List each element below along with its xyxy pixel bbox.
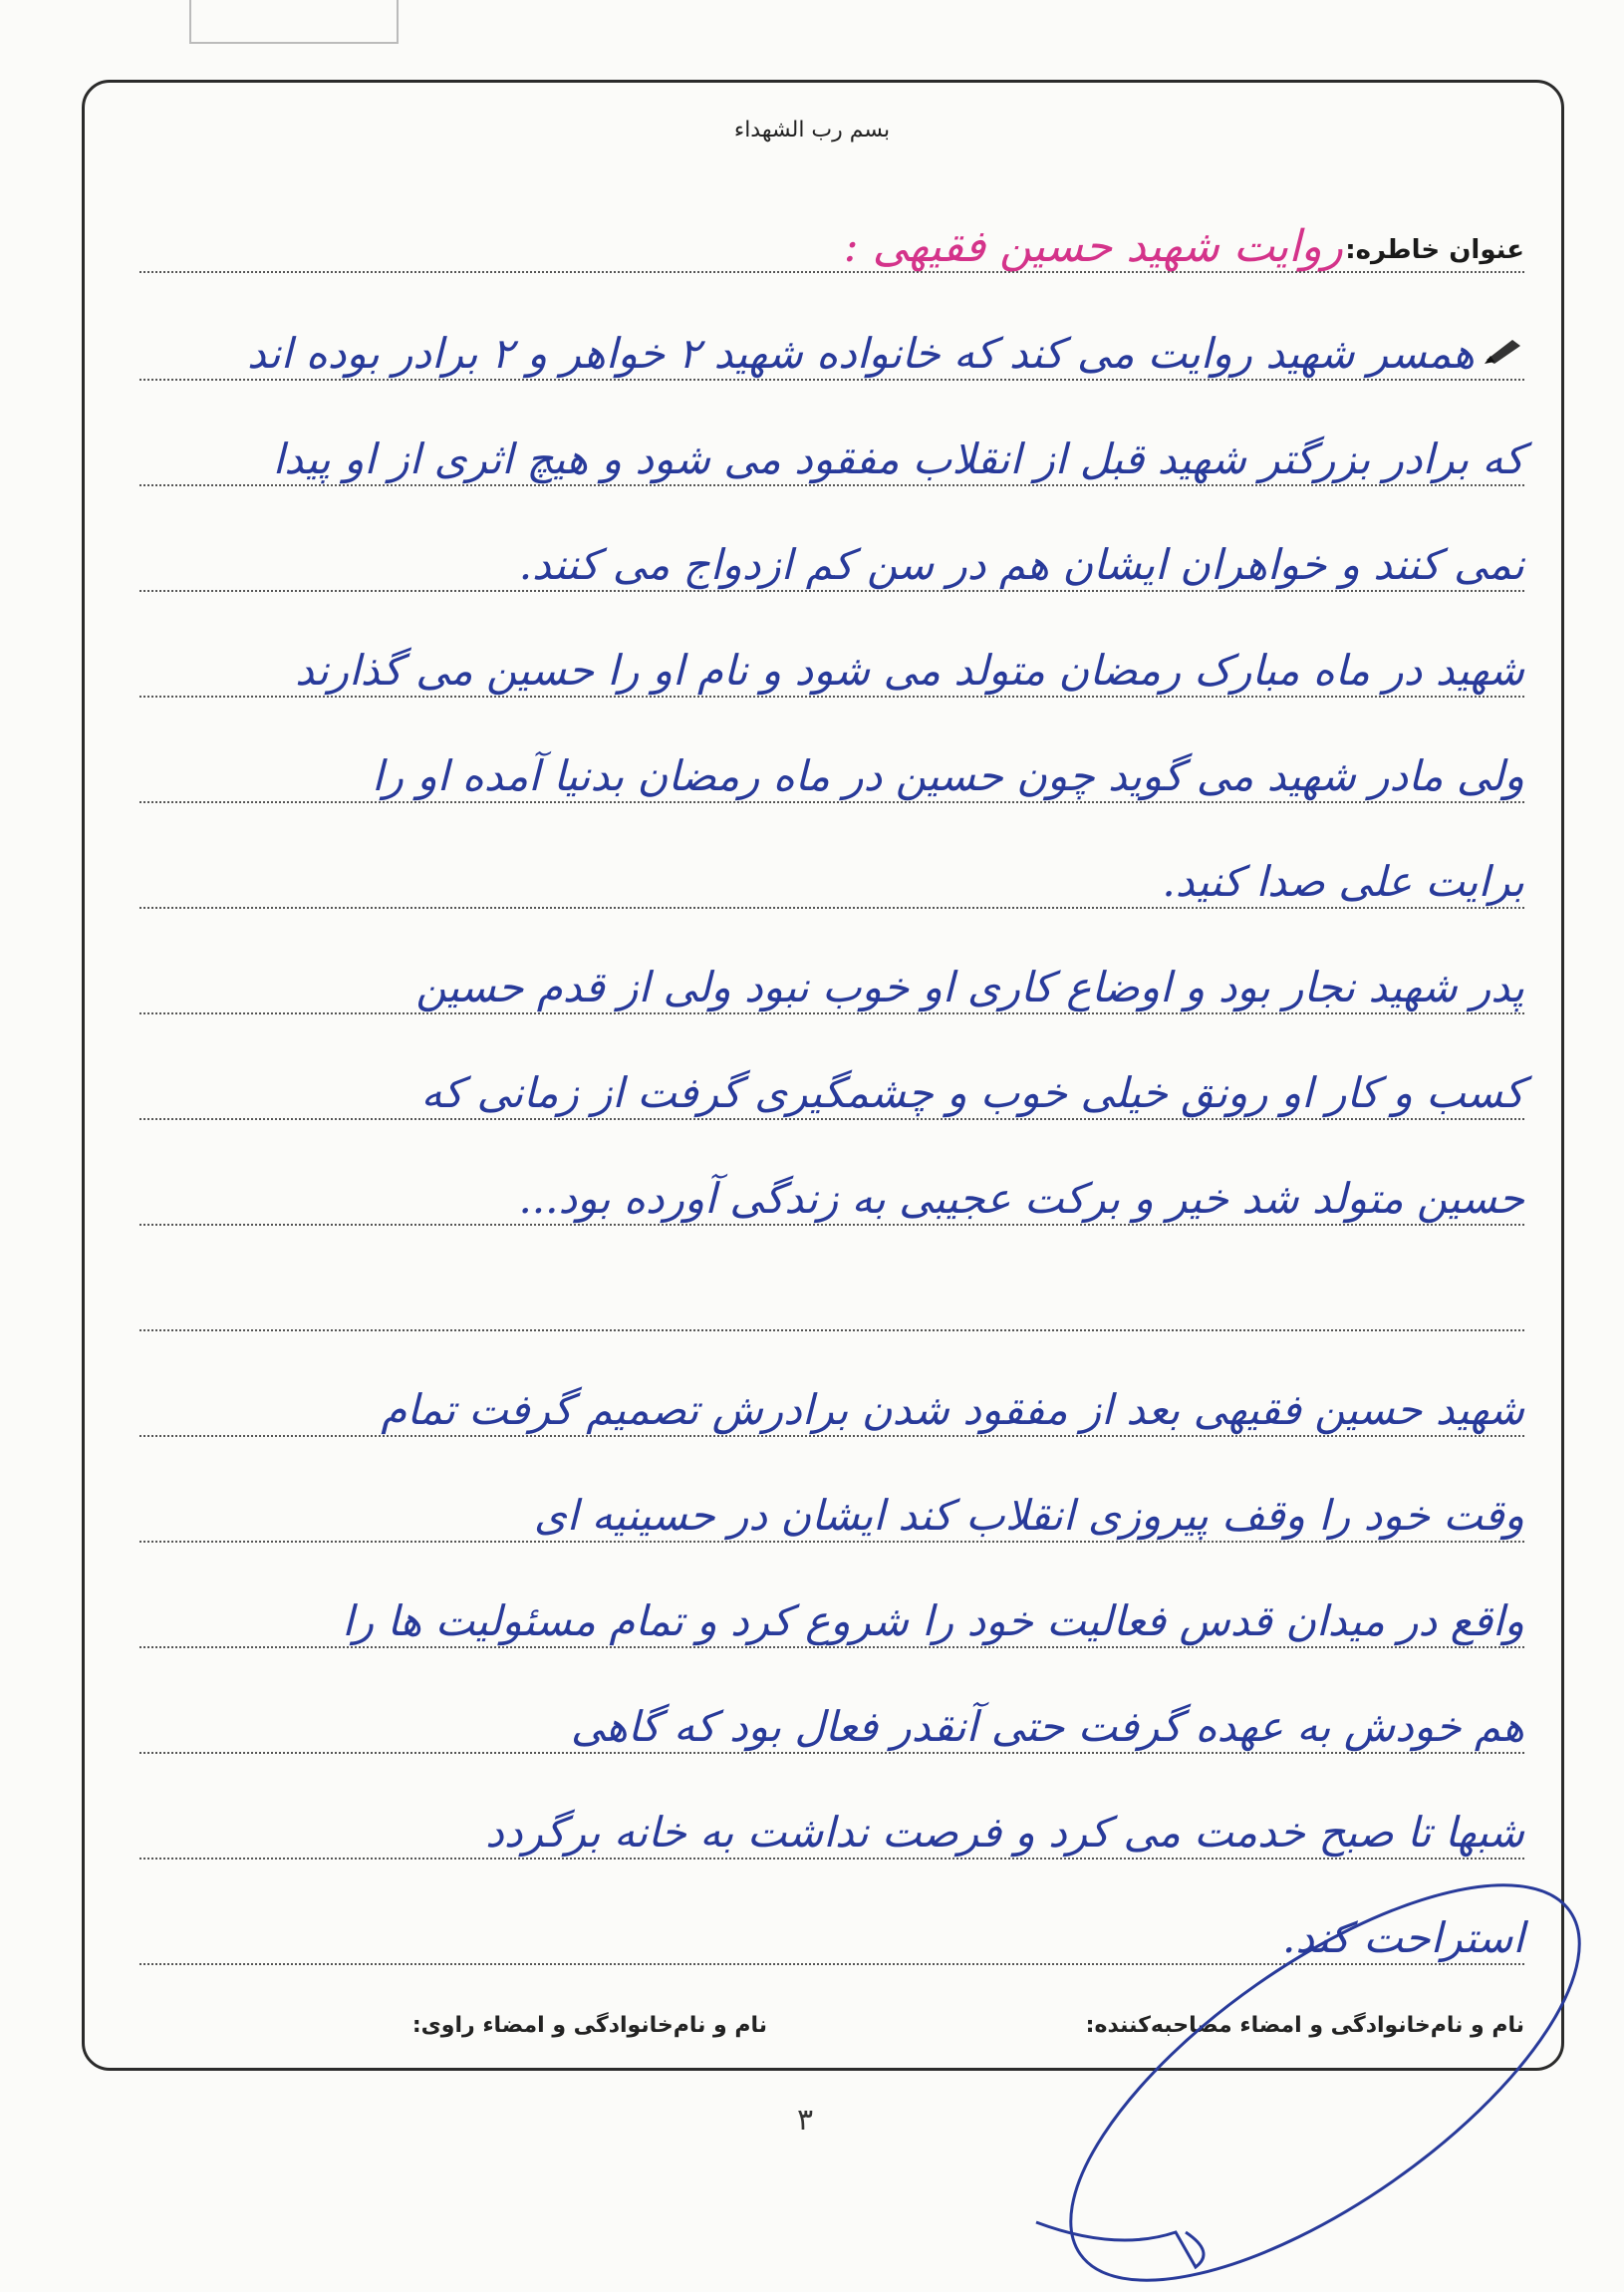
- handwritten-line: وقت خود را وقف پیروزی انقلاب کند ایشان در حسینیه ای: [533, 1491, 1524, 1540]
- page-number: ۳: [797, 2103, 814, 2138]
- handwritten-line: استراحت کند.: [1282, 1913, 1524, 1962]
- handwritten-line: نمی کنند و خواهران ایشان هم در سن کم ازدواج می کنند.: [518, 540, 1524, 589]
- title-label: عنوان خاطره:: [1345, 235, 1524, 265]
- handwritten-line: واقع در میدان قدس فعالیت خود را شروع کرد و تمام مسئولیت ها را: [342, 1596, 1524, 1645]
- handwritten-line: شهید در ماه مبارک رمضان متولد می شود و نام او را حسین می گذارند: [295, 646, 1524, 695]
- handwritten-line: حسین متولد شد خیر و برکت عجیبی به زندگی آورده بود...: [518, 1174, 1524, 1223]
- page-header: بسم رب الشهداء: [733, 118, 891, 143]
- handwritten-line: هم خودش به عهده گرفت حتی آنقدر فعال بود که گاهی: [570, 1702, 1524, 1751]
- handwritten-line: که برادر بزرگتر شهید قبل از انقلاب مفقود می شود و هیچ اثری از او پیدا: [272, 434, 1524, 483]
- handwritten-line: برایت علی صدا کنید.: [1162, 857, 1524, 906]
- narrator-signature-label: نام و نام‌خانوادگی و امضاء راوی:: [411, 2013, 767, 2038]
- handwritten-line: شبها تا صبح خدمت می کرد و فرصت نداشت به خانه برگردد: [485, 1808, 1524, 1857]
- interviewer-signature-label: نام و نام‌خانوادگی و امضاء مصاحبه‌کننده:: [1085, 2013, 1524, 2038]
- handwritten-line: کسب و کار او رونق خیلی خوب و چشمگیری گرفت از زمانی که: [420, 1068, 1524, 1117]
- title-value: روایت شهید حسین فقیهی :: [843, 221, 1343, 272]
- handwritten-line: پدر شهید نجار بود و اوضاع کاری او خوب نبود ولی از قدم حسین: [415, 963, 1524, 1011]
- handwritten-line: شهید حسین فقیهی بعد از مفقود شدن برادرش تصمیم گرفت تمام: [381, 1385, 1524, 1434]
- handwritten-line: ولی مادر شهید می گوید چون حسین در ماه رمضان بدنیا آمده او را: [372, 751, 1524, 800]
- handwritten-line: همسر شهید روایت می کند که خانواده شهید ۲ خواهر و ۲ برادر بوده اند: [246, 329, 1475, 378]
